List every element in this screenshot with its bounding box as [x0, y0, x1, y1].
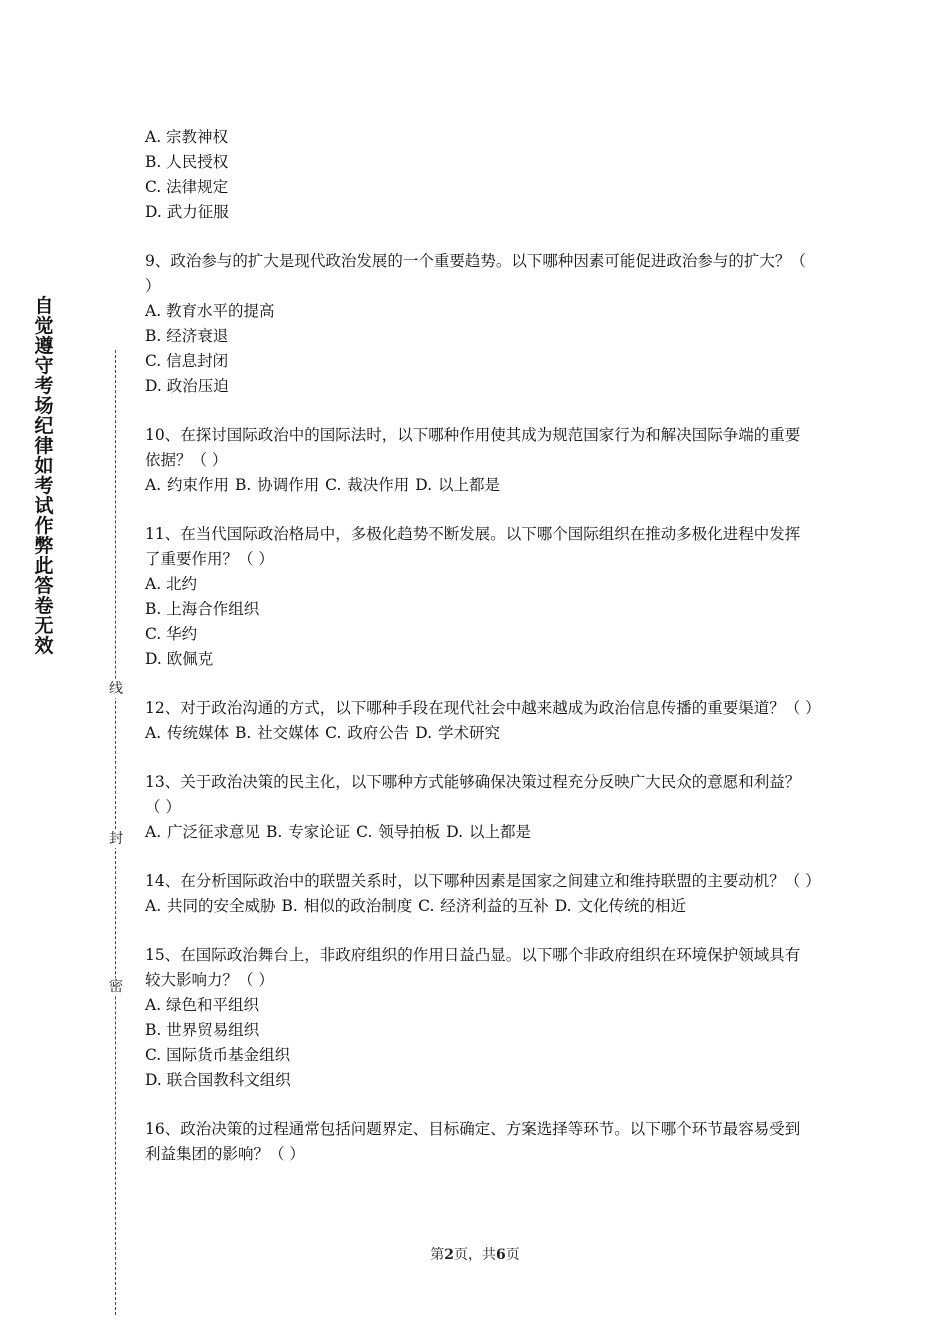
option: D. 武力征服 — [145, 203, 229, 221]
question-10 — [145, 423, 815, 498]
option: A. 北约 — [145, 575, 198, 593]
question-11 — [145, 522, 815, 672]
option: C. 华约 — [145, 625, 198, 643]
question-stem: 9、政治参与的扩大是现代政治发展的一个重要趋势。以下哪种因素可能促进政治参与的扩大？（ ） — [145, 252, 806, 295]
question-stem: 10、在探讨国际政治中的国际法时，以下哪种作用使其成为规范国家行为和解决国际争端的重要依据？（ ） — [145, 426, 801, 469]
options-inline: A. 约束作用 B. 协调作用 C. 裁决作用 D. 以上都是 — [145, 476, 500, 494]
question-stem: 12、对于政治沟通的方式，以下哪种手段在现代社会中越来越成为政治信息传播的重要渠道？（ ） — [145, 699, 821, 717]
page-footer — [0, 1244, 950, 1264]
seal-char-line: 线 — [106, 680, 126, 698]
question-8-options — [145, 125, 815, 225]
seal-char-seal: 封 — [106, 830, 126, 848]
question-13 — [145, 770, 815, 845]
option: D. 欧佩克 — [145, 650, 214, 668]
footer-suffix: 页 — [505, 1247, 520, 1263]
question-stem: 16、政治决策的过程通常包括问题界定、目标确定、方案选择等环节。以下哪个环节最容易受到利益集团的影响？（ ） — [145, 1120, 801, 1163]
option: A. 宗教神权 — [145, 128, 229, 146]
options-inline: A. 广泛征求意见 B. 专家论证 C. 领导拍板 D. 以上都是 — [145, 823, 531, 841]
question-15 — [145, 943, 815, 1093]
question-9 — [145, 249, 815, 399]
question-stem: 15、在国际政治舞台上，非政府组织的作用日益凸显。以下哪个非政府组织在环境保护领域具有较大影响力？（ ） — [145, 946, 801, 989]
options-inline: A. 共同的安全威胁 B. 相似的政治制度 C. 经济利益的互补 D. 文化传统的相近 — [145, 897, 686, 915]
option: C. 信息封闭 — [145, 352, 229, 370]
footer-middle: 页，共 — [454, 1247, 496, 1263]
option: B. 经济衰退 — [145, 327, 229, 345]
option: D. 政治压迫 — [145, 377, 229, 395]
question-12 — [145, 696, 821, 746]
seal-char-secret: 密 — [106, 978, 126, 996]
option: C. 法律规定 — [145, 178, 229, 196]
option: C. 国际货币基金组织 — [145, 1046, 291, 1064]
page-total: 6 — [496, 1247, 506, 1263]
option: A. 教育水平的提高 — [145, 302, 275, 320]
question-content — [145, 125, 821, 1191]
option: D. 联合国教科文组织 — [145, 1071, 291, 1089]
question-stem: 14、在分析国际政治中的联盟关系时，以下哪种因素是国家之间建立和维持联盟的主要动机？（ ） — [145, 872, 821, 890]
question-stem: 11、在当代国际政治格局中，多极化趋势不断发展。以下哪个国际组织在推动多极化进程中发挥了重要作用？（ ） — [145, 525, 801, 568]
options-inline: A. 传统媒体 B. 社交媒体 C. 政府公告 D. 学术研究 — [145, 724, 500, 742]
page-number: 2 — [444, 1247, 454, 1263]
question-14 — [145, 869, 821, 919]
option: B. 人民授权 — [145, 153, 229, 171]
option: B. 上海合作组织 — [145, 600, 260, 618]
option: B. 世界贸易组织 — [145, 1021, 260, 1039]
option: A. 绿色和平组织 — [145, 996, 260, 1014]
question-stem: 13、关于政治决策的民主化，以下哪种方式能够确保决策过程充分反映广大民众的意愿和利益？（ ） — [145, 773, 801, 816]
question-16 — [145, 1117, 815, 1167]
footer-prefix: 第 — [430, 1247, 445, 1263]
exam-discipline-warning: 自觉遵守考场纪律如考试作弊此答卷无效 — [34, 295, 54, 657]
